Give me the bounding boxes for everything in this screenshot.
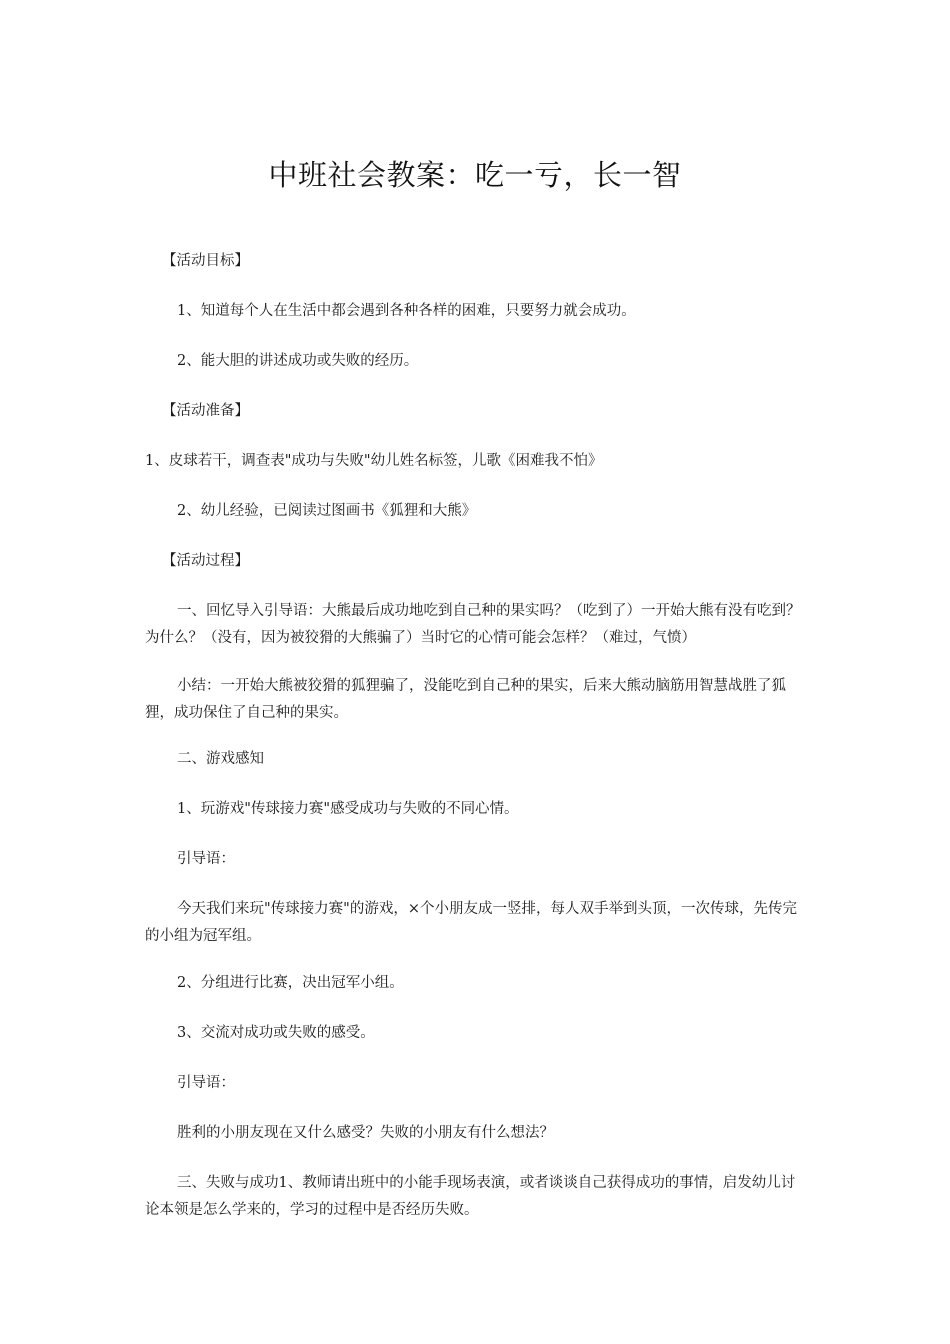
paragraph: 今天我们来玩"传球接力赛"的游戏，×个小朋友成一竖排，每人双手举到头顶，一次传球，先传完的小组为冠军组。 <box>145 901 797 944</box>
paragraph: 三、失败与成功1、教师请出班中的小能手现场表演，或者谈谈自己获得成功的事情，启发幼儿讨论本领是怎么学来的，学习的过程中是否经历失败。 <box>145 1175 796 1218</box>
section-heading-process: 【活动过程】 <box>162 553 249 569</box>
paragraph: 引导语： <box>177 851 235 867</box>
paragraph: 引导语： <box>177 1075 235 1091</box>
paragraph: 1、玩游戏"传球接力赛"感受成功与失败的不同心情。 <box>177 801 519 817</box>
paragraph: 小结：一开始大熊被狡猾的狐狸骗了，没能吃到自己种的果实，后来大熊动脑筋用智慧战胜了狐狸，成功保住了自己种的果实。 <box>145 678 786 721</box>
paragraph: 1、知道每个人在生活中都会遇到各种各样的困难，只要努力就会成功。 <box>177 303 636 319</box>
document-title: 中班社会教案：吃一亏，长一智 <box>268 158 682 192</box>
paragraph: 2、能大胆的讲述成功或失败的经历。 <box>177 353 419 369</box>
paragraph: 2、幼儿经验，已阅读过图画书《狐狸和大熊》 <box>177 503 477 519</box>
paragraph: 一、回忆导入引导语：大熊最后成功地吃到自己种的果实吗？（吃到了）一开始大熊有没有吃到？为什么？（没有，因为被狡猾的大熊骗了）当时它的心情可能会怎样？（难过，气愤） <box>145 603 801 646</box>
paragraph: 二、游戏感知 <box>177 751 264 767</box>
paragraph: 胜利的小朋友现在又什么感受？失败的小朋友有什么想法？ <box>177 1125 554 1141</box>
paragraph: 1、皮球若干，调查表"成功与失败"幼儿姓名标签，儿歌《困难我不怕》 <box>145 453 603 469</box>
paragraph: 2、分组进行比赛，决出冠军小组。 <box>177 975 404 991</box>
section-heading-preparation: 【活动准备】 <box>162 403 249 419</box>
paragraph: 3、交流对成功或失败的感受。 <box>177 1025 375 1041</box>
section-heading-goals: 【活动目标】 <box>162 253 249 269</box>
